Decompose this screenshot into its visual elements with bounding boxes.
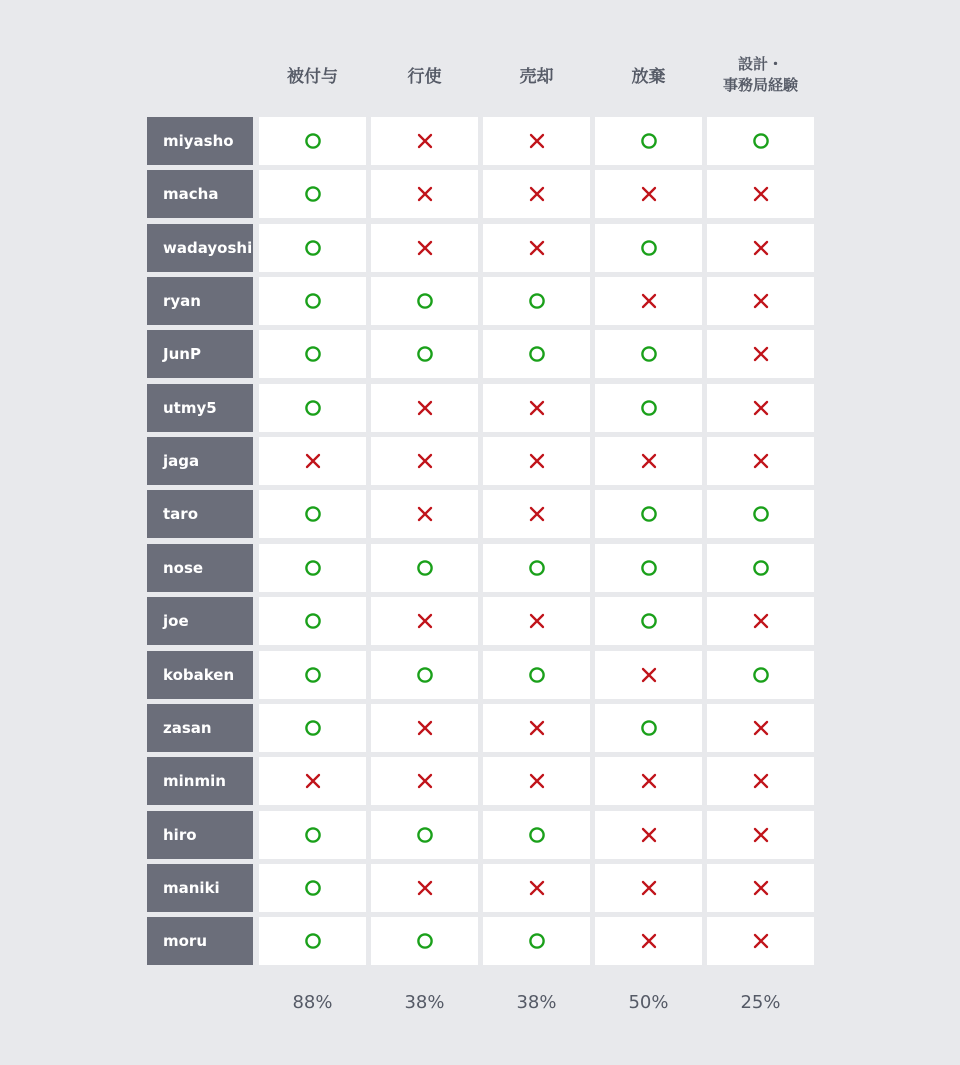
circle-icon <box>304 505 322 523</box>
cross-icon <box>528 879 546 897</box>
table-cell <box>259 864 366 912</box>
table-cell <box>595 384 702 432</box>
table-cell <box>483 384 590 432</box>
row-name: JunP <box>147 330 253 378</box>
cross-icon <box>304 772 322 790</box>
table-cell <box>595 651 702 699</box>
circle-icon <box>304 612 322 630</box>
circle-icon <box>640 719 658 737</box>
cross-icon <box>640 772 658 790</box>
circle-icon <box>304 185 322 203</box>
table-cell <box>371 170 478 218</box>
table-cell <box>707 224 814 272</box>
cross-icon <box>528 719 546 737</box>
circle-icon <box>304 345 322 363</box>
row-name: jaga <box>147 437 253 485</box>
cross-icon <box>640 932 658 950</box>
row-name: zasan <box>147 704 253 752</box>
cross-icon <box>528 239 546 257</box>
table-cell <box>707 597 814 645</box>
cross-icon <box>752 719 770 737</box>
circle-icon <box>304 666 322 684</box>
circle-icon <box>528 932 546 950</box>
table-cell <box>371 384 478 432</box>
table-cell <box>707 330 814 378</box>
table-cell <box>595 490 702 538</box>
cross-icon <box>528 185 546 203</box>
column-header: 設計・ 事務局経験 <box>722 55 798 94</box>
table-cell <box>371 917 478 965</box>
table-cell <box>707 490 814 538</box>
table-cell <box>371 277 478 325</box>
cross-icon <box>752 292 770 310</box>
column-percentage: 88% <box>292 992 333 1013</box>
cross-icon <box>416 132 434 150</box>
table-cell <box>371 224 478 272</box>
table-cell <box>483 757 590 805</box>
table-cell <box>595 757 702 805</box>
circle-icon <box>752 559 770 577</box>
cross-icon <box>416 719 434 737</box>
circle-icon <box>528 559 546 577</box>
row-name: wadayoshi <box>147 224 253 272</box>
table-cell <box>483 864 590 912</box>
table-cell <box>259 651 366 699</box>
table-cell <box>483 277 590 325</box>
circle-icon <box>416 292 434 310</box>
table-cell <box>483 811 590 859</box>
row-name: ryan <box>147 277 253 325</box>
table-cell <box>371 597 478 645</box>
table-cell <box>371 651 478 699</box>
table-cell <box>707 917 814 965</box>
table-cell <box>259 917 366 965</box>
circle-icon <box>640 239 658 257</box>
table-cell <box>595 277 702 325</box>
table-cell <box>595 917 702 965</box>
circle-icon <box>304 932 322 950</box>
circle-icon <box>304 292 322 310</box>
circle-icon <box>304 559 322 577</box>
table-cell <box>707 117 814 165</box>
cross-icon <box>640 666 658 684</box>
table-cell <box>371 544 478 592</box>
cross-icon <box>640 185 658 203</box>
table-cell <box>707 384 814 432</box>
table-cell <box>259 224 366 272</box>
table-cell <box>259 811 366 859</box>
row-name: joe <box>147 597 253 645</box>
table-cell <box>707 704 814 752</box>
cross-icon <box>640 292 658 310</box>
cross-icon <box>752 826 770 844</box>
cross-icon <box>416 879 434 897</box>
cross-icon <box>416 452 434 470</box>
table-cell <box>259 330 366 378</box>
cross-icon <box>752 185 770 203</box>
table-cell <box>259 757 366 805</box>
cross-icon <box>528 505 546 523</box>
cross-icon <box>528 452 546 470</box>
cross-icon <box>752 399 770 417</box>
table-cell <box>707 811 814 859</box>
row-name: nose <box>147 544 253 592</box>
table-cell <box>595 544 702 592</box>
circle-icon <box>640 132 658 150</box>
table-cell <box>707 757 814 805</box>
table-cell <box>483 651 590 699</box>
table-cell <box>259 597 366 645</box>
circle-icon <box>304 399 322 417</box>
circle-icon <box>528 666 546 684</box>
table-cell <box>483 704 590 752</box>
table-cell <box>595 170 702 218</box>
row-name: macha <box>147 170 253 218</box>
cross-icon <box>416 399 434 417</box>
cross-icon <box>528 772 546 790</box>
table-cell <box>371 490 478 538</box>
circle-icon <box>304 879 322 897</box>
cross-icon <box>528 612 546 630</box>
table-cell <box>259 277 366 325</box>
table-cell <box>707 437 814 485</box>
table-cell <box>483 490 590 538</box>
cross-icon <box>752 239 770 257</box>
cross-icon <box>416 185 434 203</box>
table-cell <box>483 544 590 592</box>
table-cell <box>483 597 590 645</box>
cross-icon <box>304 452 322 470</box>
table-cell <box>595 117 702 165</box>
column-percentage: 38% <box>516 992 557 1013</box>
circle-icon <box>304 239 322 257</box>
table-cell <box>595 597 702 645</box>
table-cell <box>259 170 366 218</box>
table-cell <box>595 224 702 272</box>
table-cell <box>483 170 590 218</box>
cross-icon <box>752 932 770 950</box>
column-percentage: 50% <box>628 992 669 1013</box>
circle-icon <box>528 826 546 844</box>
table-cell <box>259 117 366 165</box>
circle-icon <box>752 132 770 150</box>
row-name: moru <box>147 917 253 965</box>
circle-icon <box>640 345 658 363</box>
table-cell <box>371 117 478 165</box>
table-cell <box>371 704 478 752</box>
cross-icon <box>752 772 770 790</box>
table-cell <box>595 864 702 912</box>
table-cell <box>483 330 590 378</box>
row-name: minmin <box>147 757 253 805</box>
table-cell <box>483 917 590 965</box>
circle-icon <box>528 292 546 310</box>
table-cell <box>371 330 478 378</box>
row-name: hiro <box>147 811 253 859</box>
cross-icon <box>528 399 546 417</box>
cross-icon <box>640 452 658 470</box>
column-header: 放棄 <box>631 67 666 87</box>
row-name: miyasho <box>147 117 253 165</box>
column-header: 行使 <box>407 67 442 87</box>
table-cell <box>371 757 478 805</box>
table-cell <box>259 704 366 752</box>
circle-icon <box>304 826 322 844</box>
row-name: kobaken <box>147 651 253 699</box>
circle-icon <box>640 399 658 417</box>
cross-icon <box>640 879 658 897</box>
cross-icon <box>752 879 770 897</box>
circle-icon <box>416 345 434 363</box>
table-cell <box>707 864 814 912</box>
table-cell <box>595 811 702 859</box>
circle-icon <box>752 505 770 523</box>
table-cell <box>595 437 702 485</box>
circle-icon <box>304 719 322 737</box>
table-cell <box>371 864 478 912</box>
cross-icon <box>416 772 434 790</box>
table-cell <box>707 651 814 699</box>
table-cell <box>595 704 702 752</box>
table-cell <box>259 384 366 432</box>
column-percentage: 38% <box>404 992 445 1013</box>
circle-icon <box>304 132 322 150</box>
table-cell <box>707 277 814 325</box>
table-cell <box>259 544 366 592</box>
cross-icon <box>640 826 658 844</box>
column-percentage: 25% <box>740 992 781 1013</box>
cross-icon <box>752 612 770 630</box>
row-name: maniki <box>147 864 253 912</box>
circle-icon <box>416 932 434 950</box>
circle-icon <box>752 666 770 684</box>
column-header: 売却 <box>519 67 554 87</box>
cross-icon <box>528 132 546 150</box>
table-cell <box>483 117 590 165</box>
table-cell <box>707 170 814 218</box>
table-cell <box>483 437 590 485</box>
cross-icon <box>416 505 434 523</box>
table-cell <box>707 544 814 592</box>
table-cell <box>595 330 702 378</box>
column-header: 被付与 <box>287 67 338 87</box>
circle-icon <box>416 559 434 577</box>
table-cell <box>483 224 590 272</box>
row-name: taro <box>147 490 253 538</box>
cross-icon <box>752 345 770 363</box>
table-cell <box>371 437 478 485</box>
circle-icon <box>640 559 658 577</box>
row-name: utmy5 <box>147 384 253 432</box>
table-cell <box>371 811 478 859</box>
circle-icon <box>640 505 658 523</box>
cross-icon <box>416 612 434 630</box>
circle-icon <box>640 612 658 630</box>
cross-icon <box>416 239 434 257</box>
circle-icon <box>416 826 434 844</box>
circle-icon <box>528 345 546 363</box>
cross-icon <box>752 452 770 470</box>
table-cell <box>259 437 366 485</box>
circle-icon <box>416 666 434 684</box>
table-cell <box>259 490 366 538</box>
